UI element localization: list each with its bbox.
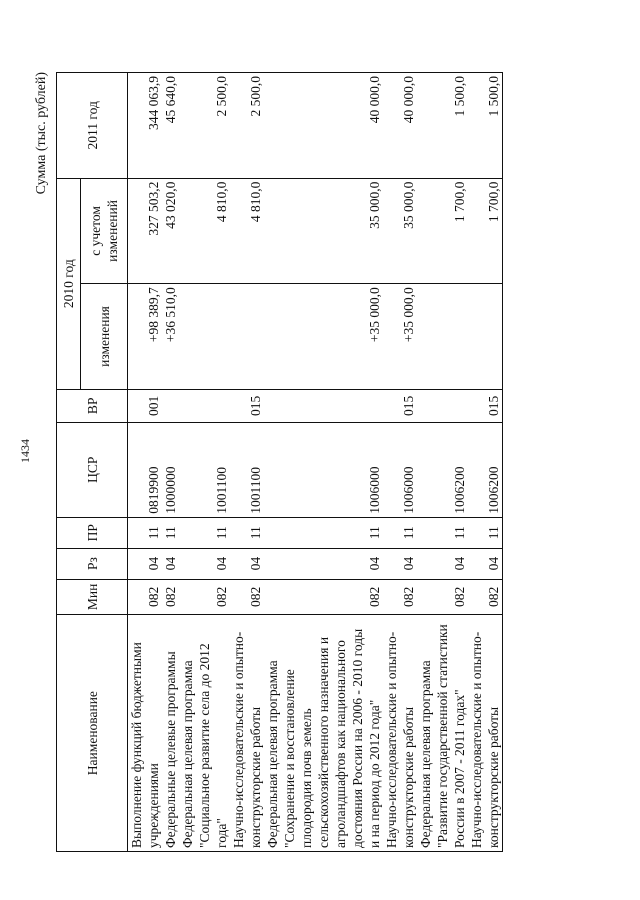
header-min: Мин bbox=[57, 579, 128, 615]
table-row bbox=[128, 73, 163, 852]
row-vr bbox=[417, 389, 468, 422]
table-row bbox=[264, 73, 383, 852]
row-name: Научно-исследовательские и опытно-конструкторские работы bbox=[230, 615, 264, 852]
row-2011: 2 500,0 bbox=[230, 73, 264, 179]
row-csr: 0819900 bbox=[128, 422, 163, 517]
header-year-2010: 2010 год bbox=[57, 178, 81, 389]
row-csr: 1001100 bbox=[179, 422, 230, 517]
row-pr: 11 bbox=[179, 517, 230, 548]
row-changes: +35 000,0 bbox=[383, 284, 417, 390]
row-with-changes: 1 700,0 bbox=[417, 178, 468, 284]
header-vr: ВР bbox=[57, 389, 128, 422]
row-name: Федеральные целевые программы bbox=[162, 615, 179, 852]
row-name: Научно-исследовательские и опытно-конструкторские работы bbox=[383, 615, 417, 852]
table-row bbox=[162, 73, 179, 852]
row-rz: 04 bbox=[128, 548, 163, 579]
row-changes bbox=[417, 284, 468, 390]
row-vr: 015 bbox=[468, 389, 503, 422]
row-name: Выполнение функций бюджетными учреждениями bbox=[128, 615, 163, 852]
row-name: Федеральная целевая программа "Социальное развитие села до 2012 года" bbox=[179, 615, 230, 852]
row-rz: 04 bbox=[162, 548, 179, 579]
row-csr: 1006200 bbox=[417, 422, 468, 517]
header-pr: ПР bbox=[57, 517, 128, 548]
row-rz: 04 bbox=[230, 548, 264, 579]
row-2011: 2 500,0 bbox=[179, 73, 230, 179]
row-changes: +36 510,0 bbox=[162, 284, 179, 390]
row-rz: 04 bbox=[179, 548, 230, 579]
row-pr: 11 bbox=[128, 517, 163, 548]
header-year-2011: 2011 год bbox=[57, 73, 128, 179]
row-name: Федеральная целевая программа "Развитие государственной статистики России в 2007 - 2011 годах" bbox=[417, 615, 468, 852]
row-min: 082 bbox=[162, 579, 179, 615]
row-min: 082 bbox=[230, 579, 264, 615]
row-vr: 001 bbox=[128, 389, 163, 422]
row-vr bbox=[264, 389, 383, 422]
row-min: 082 bbox=[128, 579, 163, 615]
row-changes: +35 000,0 bbox=[264, 284, 383, 390]
row-changes: +98 389,7 bbox=[128, 284, 163, 390]
table-row bbox=[179, 73, 230, 852]
row-csr: 1006200 bbox=[468, 422, 503, 517]
row-vr: 015 bbox=[383, 389, 417, 422]
row-pr: 11 bbox=[468, 517, 503, 548]
row-with-changes: 35 000,0 bbox=[383, 178, 417, 284]
header-rz: Рз bbox=[57, 548, 128, 579]
row-2011: 40 000,0 bbox=[383, 73, 417, 179]
row-rz: 04 bbox=[417, 548, 468, 579]
row-rz: 04 bbox=[383, 548, 417, 579]
row-min: 082 bbox=[468, 579, 503, 615]
table-row bbox=[468, 73, 503, 852]
row-pr: 11 bbox=[383, 517, 417, 548]
row-vr bbox=[162, 389, 179, 422]
row-min: 082 bbox=[383, 579, 417, 615]
row-with-changes: 35 000,0 bbox=[264, 178, 383, 284]
row-with-changes: 327 503,2 bbox=[128, 178, 163, 284]
row-vr: 015 bbox=[230, 389, 264, 422]
budget-table bbox=[56, 72, 503, 852]
row-2011: 344 063,9 bbox=[128, 73, 163, 179]
table-row bbox=[383, 73, 417, 852]
row-pr: 11 bbox=[162, 517, 179, 548]
row-2011: 1 500,0 bbox=[417, 73, 468, 179]
row-with-changes: 43 020,0 bbox=[162, 178, 179, 284]
row-changes bbox=[179, 284, 230, 390]
unit-note: Сумма (тыс. рублей) bbox=[34, 72, 49, 195]
row-csr: 1000000 bbox=[162, 422, 179, 517]
row-csr: 1001100 bbox=[230, 422, 264, 517]
header-changes: изменения bbox=[81, 284, 128, 390]
row-csr: 1006000 bbox=[264, 422, 383, 517]
row-with-changes: 4 810,0 bbox=[230, 178, 264, 284]
page-number: 1434 bbox=[18, 439, 32, 463]
row-min: 082 bbox=[417, 579, 468, 615]
header-csr: ЦСР bbox=[57, 422, 128, 517]
row-with-changes: 1 700,0 bbox=[468, 178, 503, 284]
row-name: Научно-исследовательские и опытно-конструкторские работы bbox=[468, 615, 503, 852]
row-pr: 11 bbox=[230, 517, 264, 548]
row-min: 082 bbox=[179, 579, 230, 615]
row-rz: 04 bbox=[468, 548, 503, 579]
row-min: 082 bbox=[264, 579, 383, 615]
row-2011: 40 000,0 bbox=[264, 73, 383, 179]
header-name: Наименование bbox=[57, 615, 128, 852]
row-changes bbox=[230, 284, 264, 390]
row-with-changes: 4 810,0 bbox=[179, 178, 230, 284]
row-name: Федеральная целевая программа "Сохранение и восстановление плодородия почв земель сельскохозяйственного назначения и агроландшафтов как национального достояния России на 2006 - 2010 годы и на период до 2012 года" bbox=[264, 615, 383, 852]
row-csr: 1006000 bbox=[383, 422, 417, 517]
row-vr bbox=[179, 389, 230, 422]
row-changes bbox=[468, 284, 503, 390]
table-body bbox=[128, 73, 503, 852]
row-pr: 11 bbox=[264, 517, 383, 548]
row-2011: 1 500,0 bbox=[468, 73, 503, 179]
row-2011: 45 640,0 bbox=[162, 73, 179, 179]
row-pr: 11 bbox=[417, 517, 468, 548]
header-with-changes: с учетом изменений bbox=[81, 178, 128, 284]
table-row bbox=[417, 73, 468, 852]
row-rz: 04 bbox=[264, 548, 383, 579]
table-row bbox=[230, 73, 264, 852]
